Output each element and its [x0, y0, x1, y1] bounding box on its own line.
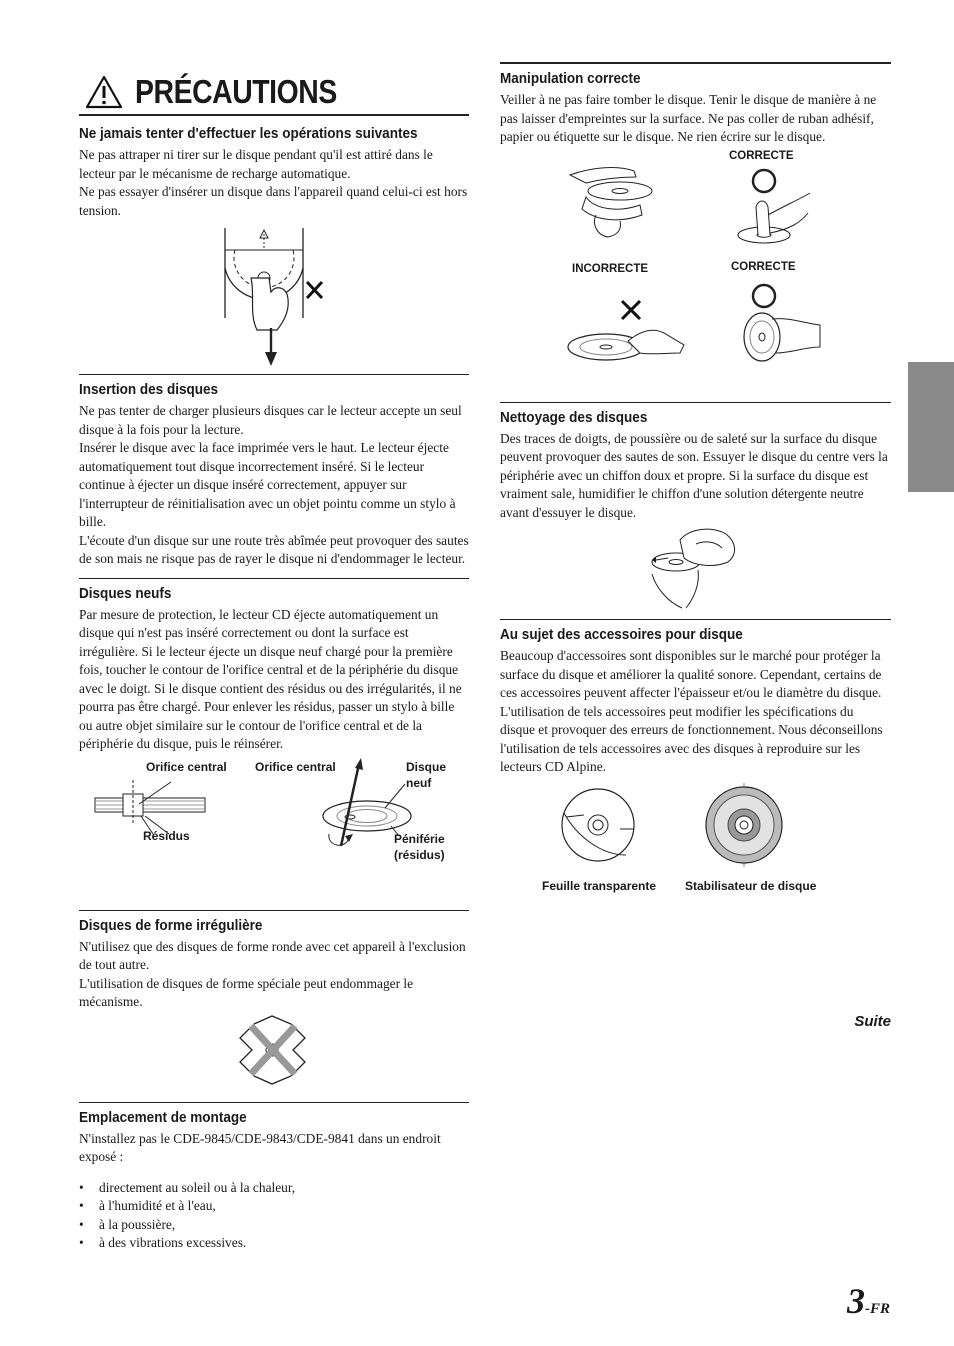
label-peniferie: Péniférie (résidus)	[394, 831, 445, 862]
page-title: PRÉCAUTIONS	[135, 73, 337, 110]
side-tab	[908, 362, 954, 492]
paragraph: Beaucoup d'accessoires sont disponibles sur le marché pour protéger la surface du disque et améliorer la qualité sonore. Cependant, certains de ces accessoires peuvent affecter l'épaisseur et/ou le diamètre du disque. L'utilisation de tels accessoires peut modifier les spécifications du disque et provoquer des erreurs de fonctionnement. Nous déconseillons l'utilisation de tels accessoires avec des disques à reproduire sur les lecteurs CD Alpine.	[500, 648, 883, 774]
title-block	[85, 70, 469, 114]
page-number-digit: 3	[846, 1281, 865, 1321]
irregular-disc-illustration	[79, 1012, 469, 1092]
figure-irregular-disc	[79, 1012, 469, 1092]
section-heading: Ne jamais tenter d'effectuer les opérations suivantes	[79, 126, 418, 142]
paragraph: Des traces de doigts, de poussière ou de saleté sur la surface du disque peuvent provoquer des sautes de son. Essuyer le disque du centre vers la périphérie avec un chiffon doux et propre. Si la surface du disque est vraiment sale, humidifier le chiffon d'une solution détergente neutre avant d'essuyer le disque.	[500, 430, 888, 520]
figure-cleaning	[500, 522, 891, 614]
section-heading: Insertion des disques	[79, 382, 219, 398]
warning-icon	[85, 75, 123, 109]
list-item: • à la poussière,	[79, 1216, 469, 1235]
figure-handling	[500, 147, 891, 397]
figure-accessories	[500, 777, 891, 897]
section-insertion	[79, 374, 469, 569]
section-heading: Nettoyage des disques	[500, 409, 648, 426]
disc-pull-illustration	[79, 220, 469, 370]
label-correcte: CORRECTE	[731, 260, 796, 273]
page-number	[847, 1280, 890, 1322]
handling-illustration	[500, 147, 891, 397]
cleaning-illustration	[500, 522, 891, 614]
section-heading: Disques de forme irrégulière	[79, 917, 263, 934]
paragraph: N'installez pas le CDE-9845/CDE-9843/CDE-9841 dans un endroit exposé :	[79, 1130, 441, 1164]
label-orifice-central: Orifice central	[146, 759, 227, 774]
label-disque-neuf: Disque neuf	[406, 759, 447, 790]
section-new-discs	[79, 578, 469, 904]
figure-disc-pull	[79, 220, 469, 370]
label-orifice-central: Orifice central	[255, 759, 336, 774]
section-accessories	[500, 619, 891, 897]
figure-new-disc	[79, 754, 469, 904]
paragraph: L'écoute d'un disque sur une route très abîmée peut provoquer des sautes de son mais ne risque pas de rayer le disque ni d'endommager le lecteur.	[79, 532, 469, 566]
paragraph: L'utilisation de disques de forme spéciale peut endommager le mécanisme.	[79, 975, 414, 1009]
label-correcte: CORRECTE	[729, 149, 794, 162]
paragraph: Ne pas essayer d'insérer un disque dans l'appareil quand celui-ci est hors tension.	[79, 184, 468, 218]
section-irregular-discs	[79, 910, 469, 1092]
paragraph: N'utilisez que des disques de forme ronde avec cet appareil à l'exclusion de tout autre.	[79, 938, 466, 972]
list-item: • à des vibrations excessives.	[79, 1234, 469, 1253]
left-column	[79, 70, 469, 1253]
label-incorrecte: INCORRECTE	[572, 262, 649, 275]
label-feuille-transparente: Feuille transparente	[542, 878, 657, 893]
page-number-suffix: -FR	[864, 1301, 890, 1317]
section-cleaning	[500, 402, 891, 615]
label-residus: Résidus	[143, 828, 190, 843]
section-handling	[500, 62, 891, 397]
paragraph: Veiller à ne pas faire tomber le disque. Tenir le disque de manière à ne pas laisser d'empreintes sur la surface. Ne pas coller de ruban adhésif, papier ou étiquette sur le disque. Ne rien écrire sur le disque.	[500, 92, 877, 144]
label-stabilisateur: Stabilisateur de disque	[685, 878, 817, 893]
paragraph: Ne pas tenter de charger plusieurs disques car le lecteur accepte un seul disque à la fois pour la lecture.	[79, 403, 462, 437]
right-column	[500, 62, 891, 897]
continued-label: Suite	[854, 1013, 891, 1030]
section-heading: Emplacement de montage	[79, 1109, 247, 1126]
section-heading: Au sujet des accessoires pour disque	[500, 627, 743, 643]
bullet-list	[79, 1179, 469, 1253]
paragraph: Ne pas attraper ni tirer sur le disque pendant qu'il est attiré dans le lecteur par le mécanisme de recharge automatique.	[79, 147, 433, 181]
paragraph: Par mesure de protection, le lecteur CD éjecte automatiquement un disque qui n'est pas inséré correctement ou dont la surface est irrégulière. Si le lecteur éjecte un disque neuf chargé pour la première fois, toucher le contour de l'orifice central et de la périphérie du disque avec le doigt. Si le disque contient des résidus ou des irrégularités, il ne pourra pas être chargé. Pour enlever les résidus, passer un stylo à bille ou autre objet similaire sur le contour de l'orifice central et de la périphérie du disque, puis le réinsérer.	[79, 606, 462, 751]
list-item: • directement au soleil ou à la chaleur,	[79, 1179, 469, 1198]
section-never-attempt	[79, 116, 469, 370]
section-heading: Disques neufs	[79, 585, 172, 602]
paragraph: Insérer le disque avec la face imprimée vers le haut. Le lecteur éjecte automatiquement tout disque incorrectement inséré. Si le lecteur continue à éjecter un disque inséré correctement, appuyer sur l'interrupteur de réinitialisation avec un objet pointu comme un stylo à bille.	[79, 440, 456, 529]
section-mounting	[79, 1102, 469, 1253]
list-item: • à l'humidité et à l'eau,	[79, 1197, 469, 1216]
section-heading: Manipulation correcte	[500, 71, 641, 87]
